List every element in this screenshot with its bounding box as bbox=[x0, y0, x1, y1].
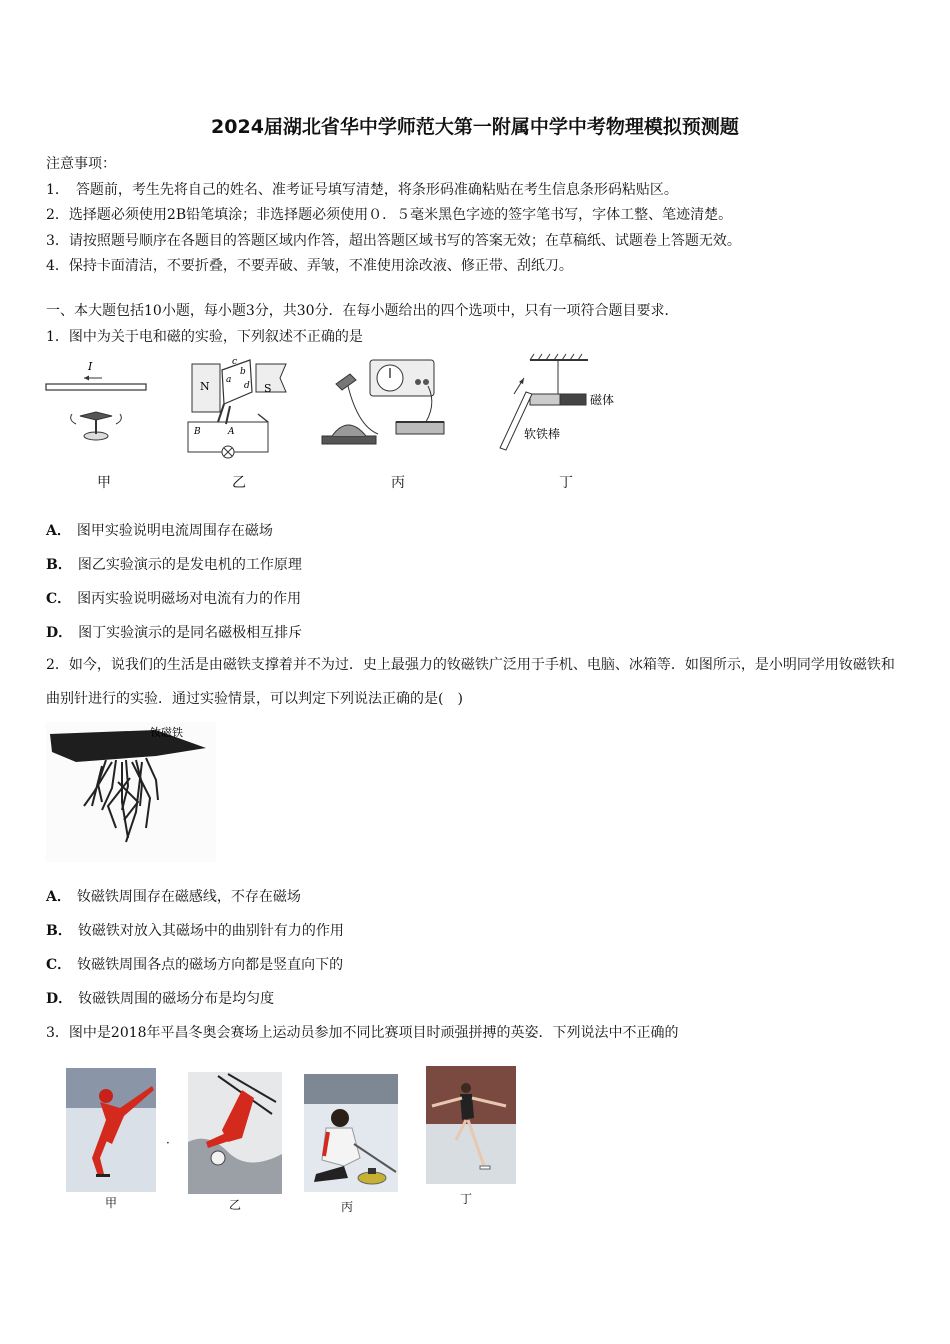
magnet-half bbox=[530, 394, 560, 405]
point-A-label: A bbox=[228, 427, 235, 437]
point-d-label: d bbox=[244, 381, 250, 391]
iron-rod-label: 软铁棒 bbox=[524, 427, 561, 441]
magnet-half bbox=[560, 394, 586, 405]
option-text: 钕磁铁周围各点的磁场方向都是竖直向下的 bbox=[77, 957, 344, 973]
north-label: N bbox=[200, 380, 210, 393]
brush bbox=[226, 406, 230, 424]
stone-handle bbox=[368, 1168, 376, 1174]
option-letter: D． bbox=[46, 625, 73, 641]
q1-figure-bing bbox=[318, 356, 448, 456]
option-letter: C． bbox=[46, 591, 72, 607]
rotation-arrow bbox=[71, 414, 76, 424]
arrowhead bbox=[519, 378, 524, 384]
option-letter: B． bbox=[46, 923, 72, 939]
rheostat bbox=[396, 422, 444, 434]
option-text: 图甲实验说明电流周围存在磁场 bbox=[76, 523, 273, 539]
q2-option-c bbox=[46, 954, 343, 974]
point-a-label: a bbox=[226, 375, 232, 385]
base-magnet bbox=[322, 436, 376, 444]
caption-jia: 甲 bbox=[97, 475, 111, 491]
arrowhead bbox=[84, 376, 89, 381]
option-letter: B． bbox=[46, 557, 72, 573]
q1-stem: 1．图中为关于电和磁的实验，下列叙述不正确的是 bbox=[46, 329, 363, 345]
clip bbox=[336, 374, 356, 390]
option-text: 钕磁铁周围的磁场分布是均匀度 bbox=[78, 991, 275, 1007]
q3-stem: 3．图中是2018年平昌冬奥会赛场上运动员参加不同比赛项目时顽强拼搏的英姿．下列说法中不正确的 bbox=[46, 1025, 679, 1041]
q2-figure bbox=[46, 722, 216, 862]
magnet-label: 钕磁铁 bbox=[150, 726, 183, 739]
option-letter: C． bbox=[46, 957, 72, 973]
caption-yi: 乙 bbox=[232, 475, 246, 491]
point-c-label: c bbox=[232, 357, 238, 367]
athlete-head bbox=[99, 1089, 113, 1103]
q2-option-d bbox=[46, 988, 274, 1008]
option-text: 图丙实验说明磁场对电流有力的作用 bbox=[77, 591, 302, 607]
q3-caption-bing: 丙 bbox=[340, 1200, 353, 1214]
q3-photo-bing bbox=[304, 1074, 398, 1192]
athlete-head bbox=[461, 1083, 471, 1093]
notice-block bbox=[46, 152, 916, 280]
q3-caption-ding: 丁 bbox=[459, 1192, 472, 1206]
notice-heading: 注意事项： bbox=[46, 156, 116, 172]
caption-ding: 丁 bbox=[559, 475, 573, 491]
rotation-arrow bbox=[116, 414, 121, 424]
option-text: 钕磁铁周围存在磁感线，不存在磁场 bbox=[76, 889, 301, 905]
option-letter: A． bbox=[46, 889, 71, 905]
horseshoe-magnet bbox=[332, 425, 366, 436]
south-label: S bbox=[264, 382, 272, 395]
q3-caption-yi: 乙 bbox=[228, 1198, 241, 1212]
caption-bing: 丙 bbox=[391, 475, 405, 491]
page-title: 2024届湖北省华中学师范大第一附属中学中考物理模拟预测题 bbox=[211, 116, 739, 138]
option-text: 图丁实验演示的是同名磁极相互排斥 bbox=[78, 625, 303, 641]
q2-option-b bbox=[46, 920, 344, 940]
option-letter: D． bbox=[46, 991, 73, 1007]
skate-blade bbox=[96, 1174, 110, 1177]
q1-option-d bbox=[46, 622, 302, 642]
notice-item: 4．保持卡面清洁，不要折叠，不要弄破、弄皱，不准使用涂改液、修正带、刮纸刀。 bbox=[46, 258, 573, 274]
arena-bg bbox=[66, 1068, 156, 1108]
stray-dot: · bbox=[166, 1136, 170, 1150]
arena-bg bbox=[304, 1074, 398, 1104]
terminal bbox=[423, 379, 429, 385]
compass-needle bbox=[80, 412, 112, 420]
q3-caption-jia: 甲 bbox=[104, 1196, 117, 1210]
option-text: 图乙实验演示的是发电机的工作原理 bbox=[77, 557, 302, 573]
q1-option-a bbox=[46, 520, 273, 540]
athlete-head bbox=[331, 1109, 349, 1127]
option-text: 钕磁铁对放入其磁场中的曲别针有力的作用 bbox=[77, 923, 344, 939]
helmet bbox=[211, 1151, 225, 1165]
notice-item: 1． 答题前，考生先将自己的姓名、准考证号填写清楚，将条形码准确粘贴在考生信息条形码粘贴区。 bbox=[46, 181, 678, 198]
point-B-label: B bbox=[194, 427, 201, 437]
q3-photo-jia bbox=[66, 1068, 156, 1192]
soft-iron-rod bbox=[500, 392, 532, 450]
q1-option-c bbox=[46, 588, 301, 608]
q1-figure-jia bbox=[44, 356, 154, 456]
q2-option-a bbox=[46, 886, 301, 906]
switch bbox=[258, 414, 268, 422]
q3-photo-ding bbox=[426, 1066, 516, 1184]
q1-option-b bbox=[46, 554, 302, 574]
notice-item: 2．选择题必须使用2B铅笔填涂；非选择题必须使用０．５毫米黑色字迹的签字笔书写，字体工整、笔迹清楚。 bbox=[46, 207, 733, 223]
wire bbox=[46, 384, 146, 390]
point-b-label: b bbox=[240, 367, 246, 377]
skate bbox=[480, 1166, 490, 1169]
current-label: I bbox=[88, 360, 93, 373]
q3-photo-yi bbox=[188, 1072, 282, 1194]
q2-stem: 2．如今，说我们的生活是由磁铁支撑着并不为过．史上最强力的钕磁铁广泛用于手机、电脑、冰箱等．如图所示，是小明同学用钕磁铁和曲别针进行的实验．通过实验情景，可以判定下列说法正确的是( ) bbox=[46, 657, 895, 707]
athlete-body bbox=[460, 1094, 474, 1120]
q1-figure-ding bbox=[494, 352, 634, 460]
q1-figure-yi bbox=[180, 352, 295, 462]
notice-item: 3．请按照题号顺序在各题目的答题区域内作答，超出答题区域书写的答案无效；在草稿纸、试题卷上答题无效。 bbox=[46, 232, 741, 249]
section-header: 一、本大题包括10小题，每小题3分，共30分．在每小题给出的四个选项中，只有一项符合题目要求． bbox=[46, 303, 679, 319]
magnet-label: 磁体 bbox=[590, 393, 615, 407]
terminal bbox=[415, 379, 421, 385]
option-letter: A． bbox=[46, 523, 71, 539]
